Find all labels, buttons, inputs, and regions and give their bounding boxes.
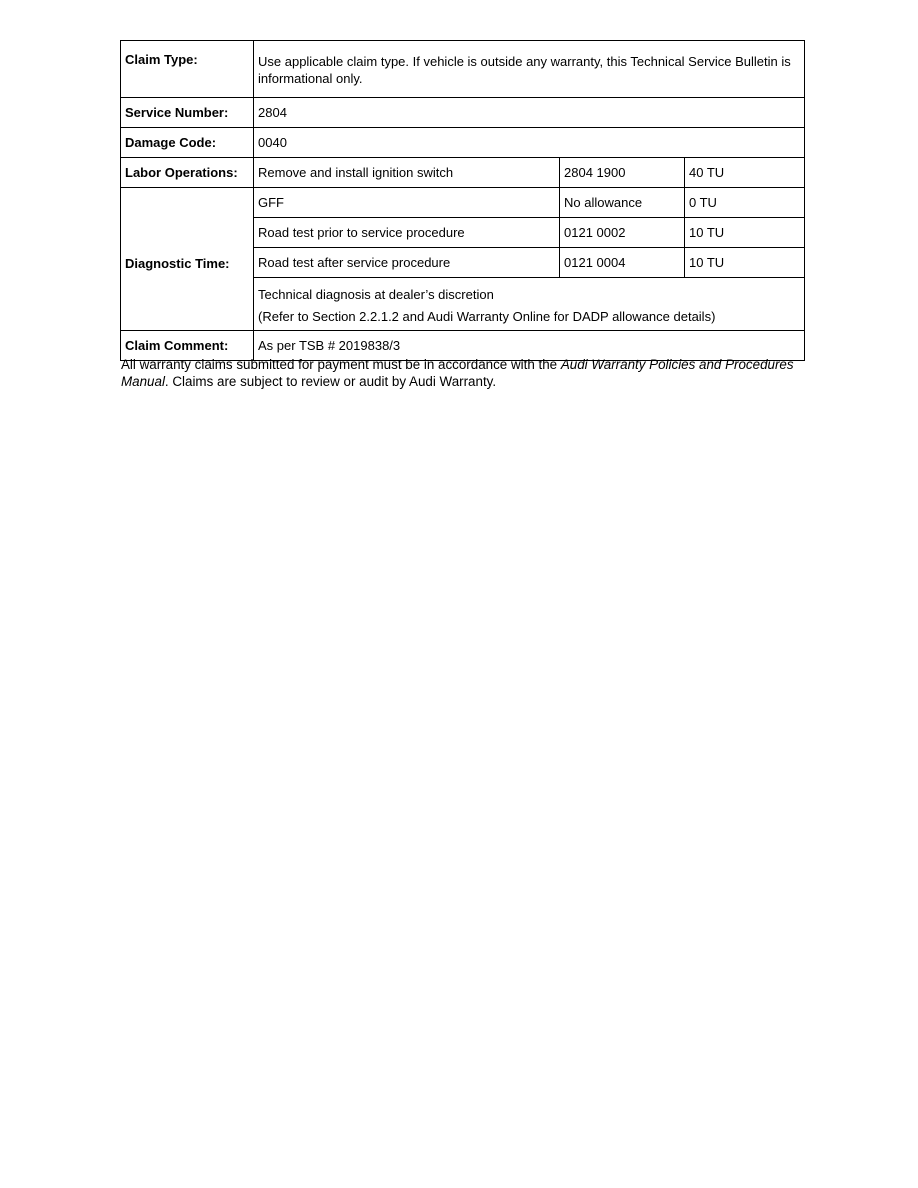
footnote-text-after: . Claims are subject to review or audit by Audi Warranty. [164, 374, 497, 389]
service-number-value: 2804 [254, 98, 805, 128]
diagnostic-description: GFF [254, 188, 560, 218]
policy-manual-title: Audi Warranty Policies and Procedures Manual [121, 357, 794, 389]
claim-comment-value: As per TSB # 2019838/3 [254, 331, 805, 361]
footnote-text-before: All warranty claims submitted for payment must be in accordance with the [121, 357, 561, 372]
diagnostic-description: Road test prior to service procedure [254, 218, 560, 248]
diagnostic-time-value: 0 TU [685, 188, 805, 218]
warranty-footnote [121, 356, 807, 390]
damage-code-value: 0040 [254, 128, 805, 158]
diagnostic-row [121, 188, 805, 218]
diagnostic-time-label: Diagnostic Time: [121, 188, 254, 331]
claim-type-value: Use applicable claim type. If vehicle is outside any warranty, this Technical Service Bulletin is informational only. [254, 41, 805, 98]
damage-code-label: Damage Code: [121, 128, 254, 158]
labor-operations-row [121, 158, 805, 188]
labor-operation-code: 2804 1900 [560, 158, 685, 188]
technical-diagnosis-cell [254, 278, 805, 331]
diagnostic-code: 0121 0004 [560, 248, 685, 278]
diagnostic-time-value: 10 TU [685, 218, 805, 248]
labor-operation-description: Remove and install ignition switch [254, 158, 560, 188]
diagnostic-code: No allowance [560, 188, 685, 218]
claim-type-label: Claim Type: [121, 41, 254, 98]
diagnostic-code: 0121 0002 [560, 218, 685, 248]
dadp-reference-text: (Refer to Section 2.2.1.2 and Audi Warranty Online for DADP allowance details) [258, 308, 716, 324]
technical-diagnosis-text: Technical diagnosis at dealer’s discretion [258, 286, 494, 302]
labor-operation-time: 40 TU [685, 158, 805, 188]
damage-code-row [121, 128, 805, 158]
service-number-label: Service Number: [121, 98, 254, 128]
claim-comment-label: Claim Comment: [121, 331, 254, 361]
diagnostic-time-value: 10 TU [685, 248, 805, 278]
labor-operations-label: Labor Operations: [121, 158, 254, 188]
diagnostic-description: Road test after service procedure [254, 248, 560, 278]
claim-type-row [121, 41, 805, 98]
warranty-claim-table [120, 40, 805, 361]
service-number-row [121, 98, 805, 128]
